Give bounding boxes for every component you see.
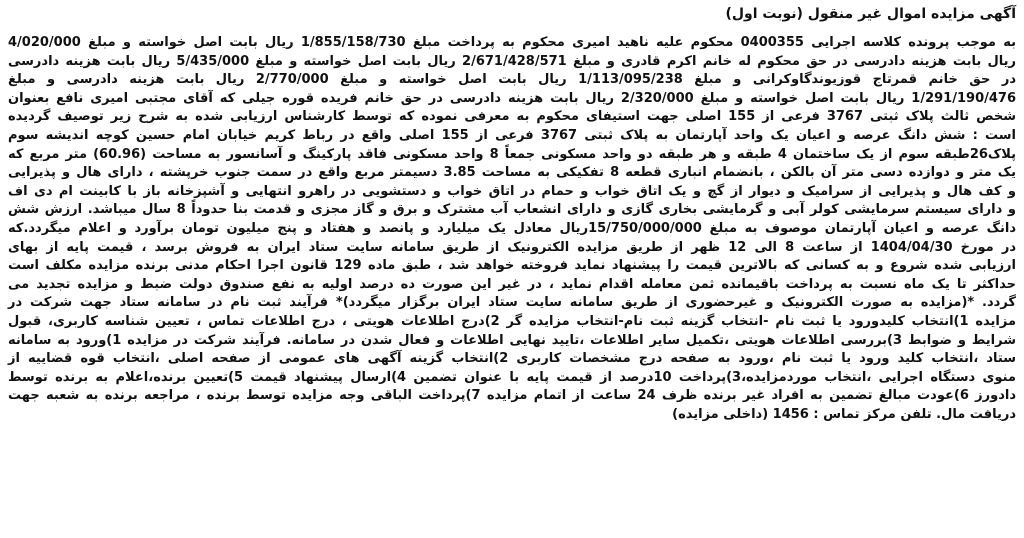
notice-line: است : شش دانگ عرصه و اعیان یک واحد آپارتمان به پلاک ثبتی 3767 فرعی از 155 اصلی واقع در رباط کریم خیابان امام حسین کوچه اندیشه سوم [8, 127, 1017, 143]
notice-line: شرایط و ضوابط 3)بررسی اطلاعات هویتی ،تکمیل سایر اطلاعات ،تایید نهایی اطلاعات و فعال شدن در سامانه. فرآیند شرکت در مزایده 1)ورود به سامانه [8, 332, 1016, 348]
notice-line: یک متر و دوازده دسی متر آن بالکن ، بانضمام انباری قطعه 8 تفکیکی به مساحت 3.85 دسیمتر مربع واقع در سمت جنوب خرپشته ، دارای هال و پذیرایی [8, 165, 1016, 181]
notice-line: مزایده 1)انتخاب کلیدورود یا ثبت نام -انتخاب گزینه ثبت نام-انتخاب مزایده گر 2)درج اطلاعات هویتی ، درج اطلاعات تماس ، تعیین شناسه کاربری، قبول [8, 313, 1016, 329]
notice-line: ریال بابت هزینه دادرسی در حق محکوم له خانم اکرم قادری و مبلغ 2/671/428/571 ریال بابت اصل خواسته و مبلغ 5/435/000 ریال بابت هزینه دادرسی [8, 53, 1016, 69]
notice-line: گردد. *(مزایده به صورت الکترونیک و غیرحضوری از طریق سامانه سایت ستاد ایران برگزار میگردد)* فرآیند ثبت نام در سامانه ستاد جهت شرکت در [8, 295, 1016, 311]
notice-line: دریافت مال. تلفن مرکز تماس : 1456 (داخلی مزایده) [672, 406, 1016, 422]
notice-line: در حق خانم قمرتاج قوزیوندگاوکرانی و مبلغ 1/113/095/238 ریال بابت اصل خواسته و مبلغ 2/770/000 ریال بابت هزینه دادرسی و مبلغ [8, 72, 1017, 88]
notice-title: آگهی مزایده اموال غیر منقول (نوبت اول) [725, 6, 1016, 22]
notice-line: منوی دستگاه اجرایی ،انتخاب موردمزایده،3)پرداخت 10درصد از قیمت پایه با عنوان تضمین 4)ارسال پیشنهاد قیمت 5)تعیین برنده،اعلام به برنده توسط [8, 369, 1016, 385]
notice-line: ستاد ،انتخاب کلید ورود یا ثبت نام ،ورود به صفحه درج مشخصات کاربری 2)انتخاب گزینه آگهی های عمومی از صفحه اصلی ،انتخاب قوه قضاییه از [8, 351, 1016, 367]
notice-line: دانگ عرصه و اعیان آپارتمان موصوف به مبلغ 15/750/000/000ریال معادل یک میلیارد و پانصد و هفتاد و پنج میلیون تومان برآورد و اعلام میگردد.که [8, 220, 1016, 236]
notice-line: 1/291/190/476 ریال بابت اصل خواسته و مبلغ 2/320/000 ریال بابت هزینه دادرسی در حق خانم فریده قوره جیلی که آقای مجتبی امیری نافع بعنوان [8, 90, 1016, 106]
notice-body [8, 34, 1016, 424]
notice-line: ارزیابی شده شروع و به کسانی که بالاترین قیمت را پیشنهاد نماید فروخته خواهد شد ، طبق ماده 129 قانون اجرا احکام مدنی برنده مزایده مکلف است [8, 258, 1016, 274]
notice-line: پلاک26طبقه سوم از یک ساختمان 4 طبقه و هر طبقه دو واحد مسکونی جمعاً 8 واحد مسکونی فاقد پارکینگ و آسانسور به مساحت (60.96) متر مربع که [8, 146, 1016, 162]
notice-line: در مورخ 1404/04/30 از ساعت 8 الی 12 ظهر از طریق مزایده الکترونیک از طریق سامانه سایت ستاد ایران به فروش برسد ، قیمت پایه از بهای [8, 239, 1016, 255]
notice-line: به موجب پرونده کلاسه اجرایی 0400355 محکوم علیه ناهید امیری محکوم به پرداخت مبلغ 1/855/158/730 ریال بابت اصل خواسته و مبلغ 4/020/000 [8, 35, 1016, 50]
notice-line: و کف هال و پذیرایی از سرامیک و دیوار از گچ و یک اتاق خواب و حمام در اتاق خواب و دستشویی در راهرو انتهایی و آشپزخانه باز با کابینت ام دی اف [8, 183, 1016, 199]
notice-line: شخص ثالث پلاک ثبتی 3767 فرعی از 155 اصلی جهت استیفای محکوم به معرفی نموده که توسط کارشناس ارزیابی شده به شرح زیر توصیف گردیده [8, 109, 1017, 125]
notice-line: حداکثر تا یک ماه نسبت به پرداخت باقیمانده ثمن معامله اقدام نماید ، در غیر این صورت ده درصد اولیه به نفع صندوق دولت ضبط و مزایده تجدید می [8, 276, 1016, 292]
notice-line: و دارای سیستم سرمایشی کولر آبی و گرمایشی بخاری گازی و دارای انشعاب آب مشترک و برق و گاز مجزی و قدمت بنا حدوداً 8 سال میباشد. ارزش شش [8, 202, 1016, 218]
notice-line: دادورز 6)عودت مبالغ تضمین به افراد غیر برنده ظرف 24 ساعت از اتمام مزایده 7)پرداخت الباقی وجه مزایده توسط برنده ، مراجعه برنده به شعبه جهت [8, 388, 1017, 404]
